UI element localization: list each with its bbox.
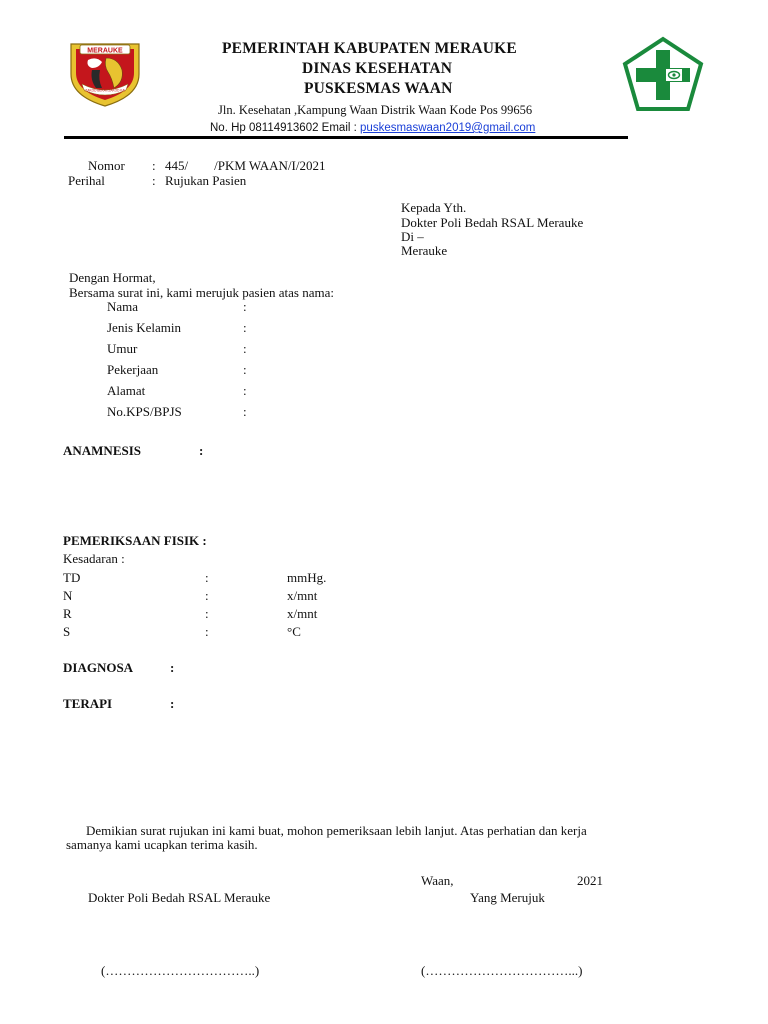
header-phone: No. Hp 08114913602 Email : bbox=[210, 122, 361, 134]
perihal-value: Rujukan Pasien bbox=[165, 173, 247, 188]
letterhead-divider bbox=[64, 136, 628, 139]
signature-left-blank: (……………………………..) bbox=[101, 963, 260, 978]
vital-colon: : bbox=[205, 588, 209, 603]
patient-field-label: Jenis Kelamin bbox=[107, 320, 182, 335]
patient-field-colon: : bbox=[243, 320, 247, 335]
anamnesis-colon: : bbox=[199, 443, 204, 458]
patient-field-colon: : bbox=[243, 383, 247, 398]
vital-label: R bbox=[63, 606, 72, 621]
vital-colon: : bbox=[205, 570, 209, 585]
patient-field-label: Nama bbox=[107, 299, 139, 314]
closing-line-1: Demikian surat rujukan ini kami buat, mohon pemeriksaan lebih lanjut. Atas perhatian dan kerja bbox=[86, 823, 587, 838]
header-puskesmas-line: PUSKESMAS WAAN bbox=[304, 80, 453, 97]
anamnesis-label: ANAMNESIS bbox=[63, 443, 142, 458]
header-government-line: PEMERINTAH KABUPATEN MERAUKE bbox=[222, 40, 517, 57]
vital-label: N bbox=[63, 588, 73, 603]
kesadaran-label: Kesadaran : bbox=[63, 551, 125, 566]
header-contact bbox=[210, 122, 535, 134]
nomor-value: 445/ /PKM WAAN/I/2021 bbox=[165, 158, 326, 173]
perihal-colon: : bbox=[152, 173, 156, 188]
diagnosa-colon: : bbox=[170, 660, 175, 675]
nomor-colon: : bbox=[152, 158, 156, 173]
closing-line-2: samanya kami ucapkan terima kasih. bbox=[66, 837, 258, 852]
signature-right-title: Yang Merujuk bbox=[470, 890, 545, 905]
physical-exam-label: PEMERIKSAAN FISIK : bbox=[63, 533, 207, 548]
header-address: Jln. Kesehatan ,Kampung Waan Distrik Waan Kode Pos 99656 bbox=[218, 103, 533, 117]
patient-field-label: No.KPS/BPJS bbox=[107, 404, 182, 419]
patient-field-label: Pekerjaan bbox=[107, 362, 159, 377]
signature-right-blank: (……………………………...) bbox=[421, 963, 583, 978]
vital-unit: x/mnt bbox=[287, 606, 318, 621]
vital-unit: °C bbox=[287, 624, 301, 639]
signature-year: 2021 bbox=[577, 873, 603, 888]
vital-colon: : bbox=[205, 606, 209, 621]
patient-field-label: Alamat bbox=[107, 383, 146, 398]
patient-field-colon: : bbox=[243, 299, 247, 314]
diagnosa-label: DIAGNOSA bbox=[63, 660, 134, 675]
vital-unit: x/mnt bbox=[287, 588, 318, 603]
vital-label: S bbox=[63, 624, 71, 639]
intro-sentence: Bersama surat ini, kami merujuk pasien atas nama: bbox=[69, 285, 334, 300]
signature-left-title: Dokter Poli Bedah RSAL Merauke bbox=[88, 890, 271, 905]
vital-unit: mmHg. bbox=[287, 570, 327, 585]
recipient-line-2: Dokter Poli Bedah RSAL Merauke bbox=[401, 215, 584, 230]
crest-motto-text: IZAKOD BEKAI IZAKOD KAI bbox=[84, 88, 126, 93]
nomor-label: Nomor bbox=[88, 158, 125, 173]
patient-field-colon: : bbox=[243, 362, 247, 377]
puskesmas-green-cross-icon bbox=[622, 36, 704, 112]
vital-colon: : bbox=[205, 624, 209, 639]
patient-field-colon: : bbox=[243, 404, 247, 419]
patient-field-colon: : bbox=[243, 341, 247, 356]
patient-field-label: Umur bbox=[107, 341, 138, 356]
recipient-line-3: Di – bbox=[401, 229, 424, 244]
crest-banner-text: MERAUKE bbox=[87, 47, 123, 55]
terapi-colon: : bbox=[170, 696, 175, 711]
header-email-link[interactable]: puskesmaswaan2019@gmail.com bbox=[360, 122, 536, 134]
header-department-line: DINAS KESEHATAN bbox=[302, 60, 453, 77]
perihal-label: Perihal bbox=[68, 173, 105, 188]
vital-label: TD bbox=[63, 570, 81, 585]
recipient-line-4: Merauke bbox=[401, 243, 448, 258]
terapi-label: TERAPI bbox=[63, 696, 113, 711]
merauke-regency-crest-icon bbox=[66, 38, 144, 108]
signature-place: Waan, bbox=[421, 873, 454, 888]
greeting: Dengan Hormat, bbox=[69, 270, 156, 285]
recipient-line-1: Kepada Yth. bbox=[401, 200, 467, 215]
